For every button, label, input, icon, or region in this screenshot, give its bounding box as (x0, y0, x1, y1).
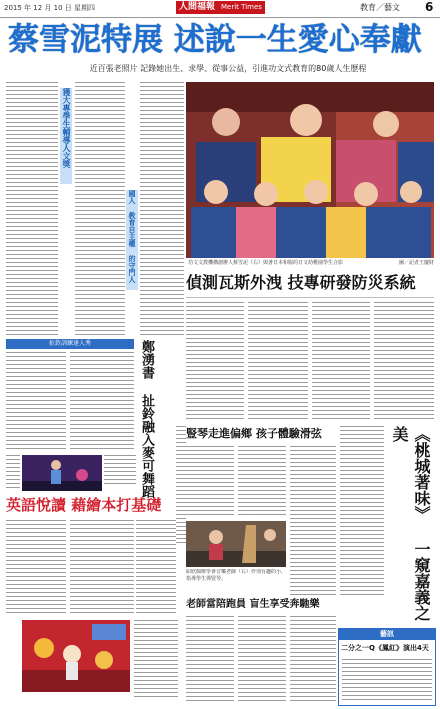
side-tag-1: 獲大專學生輔導人文獎 (60, 88, 72, 184)
dance-body-col-2 (70, 352, 134, 452)
lead-subhead: 近百張老照片 記錄她出生、求學、從事公益，引進功文式教育的80歲人生歷程 (89, 64, 367, 73)
dance-photo-image (22, 455, 102, 491)
runner-body-col-2 (238, 616, 286, 704)
piano-body-col-2 (186, 446, 234, 518)
arts-box-body (342, 659, 432, 703)
column-headline: 《桃城著味》 一窺嘉義之美 (390, 426, 431, 621)
masthead (0, 0, 440, 18)
piano-headline: 豎琴走進偏鄉 孩子體驗滑弦 (186, 427, 322, 440)
lead-body-col-1 (6, 82, 58, 336)
disaster-headline: 偵測瓦斯外洩 技專研發防災系統 (186, 270, 434, 298)
lead-headline: 蔡雪泥特展 述說一生愛心奉獻 (8, 22, 422, 58)
english-photo (22, 620, 130, 692)
dance-photo (22, 455, 102, 491)
lead-photo-caption: 功文文教機構創辦人蔡雪泥（右）與著日本和服的日文幼稚園學生合影 (188, 260, 344, 266)
section-name: 教育／藝文 (360, 3, 400, 12)
paper-logo: 人間福報 (176, 1, 218, 14)
paper-name-en: Merit Times (218, 1, 265, 14)
runner-body-col-1 (186, 616, 234, 704)
english-headline: 英語悅讀 藉繪本打基礎 (6, 496, 162, 514)
side-tag-2: 國人 教育自主權 的守門人 (126, 190, 138, 290)
piano-photo (186, 521, 286, 567)
piano-photo-image (186, 521, 286, 567)
dance-body-col-4 (6, 455, 20, 491)
dance-body-col-1 (6, 352, 66, 452)
english-body-col-3 (136, 520, 176, 616)
arts-box-label: 藝訊 (339, 629, 435, 640)
dance-body-col-3 (104, 455, 136, 485)
date-line: 2015 年 12 月 10 日 星期四 (4, 4, 95, 12)
lead-body-col-2 (75, 82, 125, 336)
piano-body-col-4 (290, 446, 336, 596)
page-number: 6 (425, 0, 434, 14)
english-body-col-1 (6, 520, 66, 616)
column-body-col-1 (340, 426, 384, 596)
piano-body-col-1 (176, 426, 186, 546)
english-body-col-2 (70, 520, 134, 616)
disaster-body-col-3 (312, 302, 370, 422)
disaster-body-col-1 (186, 302, 244, 422)
arts-box (338, 628, 436, 706)
dance-headline: 鄭湧書 扯鈴融入麥可舞蹈 (139, 340, 154, 498)
lead-photo (186, 82, 434, 258)
disaster-body-col-4 (374, 302, 434, 422)
lead-photo-credit: 圖／記者王慶財 (398, 260, 434, 266)
piano-photo-caption: 紹欣醫療學會音樂老師（右）作別有趣的小，指導學生彈豎琴。 (186, 569, 286, 582)
arts-box-title: 二分之一Q《鳳紅》演出4天 (341, 644, 429, 652)
runner-body-col-3 (290, 616, 336, 704)
lead-body-col-3 (140, 82, 184, 336)
dance-tag: 扯鈴訓練達人秀 (6, 339, 134, 349)
english-photo-image (22, 620, 130, 692)
runner-headline: 老師當陪跑員 盲生享受奔馳樂 (186, 599, 320, 610)
lead-photo-image (186, 82, 434, 258)
english-body-col-4 (134, 620, 178, 700)
disaster-body-col-2 (248, 302, 308, 422)
piano-body-col-3 (238, 446, 286, 518)
